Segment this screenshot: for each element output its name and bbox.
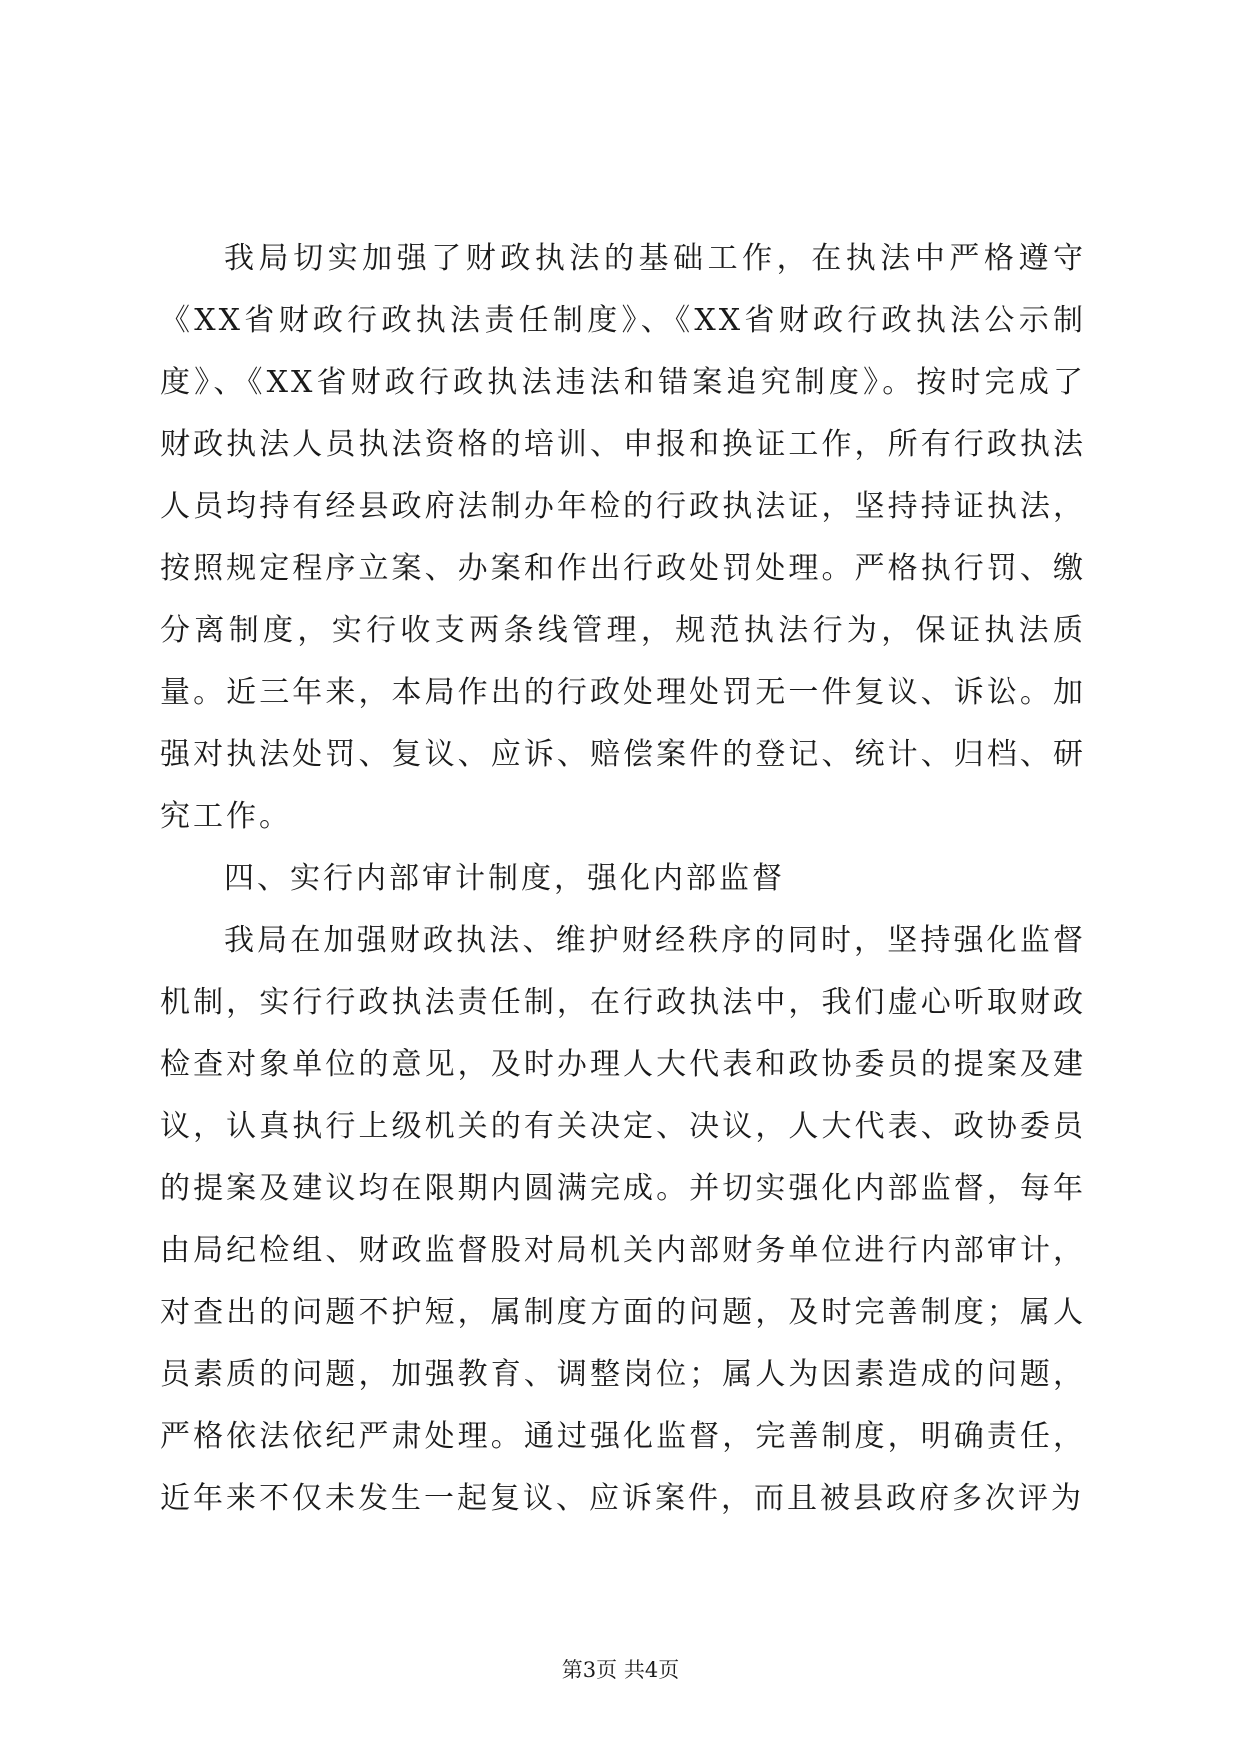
page-footer: 第3页 共4页 (561, 1658, 680, 1682)
paragraph-law-enforcement: 我局切实加强了财政执法的基础工作，在执法中严格遵守《XX省财政行政执法责任制度》、《XX省财政行政执法公示制度》、《XX省财政行政执法违法和错案追究制度》。按时完成了财政执法人员执法资格的培训、申报和换证工作，所有行政执法人员均持有经县政府法制办年检的行政执法证，坚持持证执法，按照规定程序立案、办案和作出行政处罚处理。严格执行罚、缴分离制度，实行收支两条线管理，规范执法行为，保证执法质量。近三年来，本局作出的行政处理处罚无一件复议、诉讼。加强对执法处罚、复议、应诉、赔偿案件的登记、统计、归档、研究工作。 (160, 241, 1086, 834)
paragraph-internal-supervision: 我局在加强财政执法、维护财经秩序的同时，坚持强化监督机制，实行行政执法责任制，在行政执法中，我们虚心听取财政检查对象单位的意见，及时办理人大代表和政协委员的提案及建议，认真执行上级机关的有关决定、决议，人大代表、政协委员的提案及建议均在限期内圆满完成。并切实强化内部监督，每年由局纪检组、财政监督股对局机关内部财务单位进行内部审计，对查出的问题不护短，属制度方面的问题，及时完善制度；属人员素质的问题，加强教育、调整岗位；属人为因素造成的问题，严格依法依纪严肃处理。通过强化监督，完善制度，明确责任，近年来不仅未发生一起复议、应诉案件，而且被县政府多次评为 (160, 923, 1086, 1516)
section-heading-internal-audit: 四、实行内部审计制度，强化内部监督 (224, 861, 785, 896)
document-body (160, 228, 1086, 1530)
